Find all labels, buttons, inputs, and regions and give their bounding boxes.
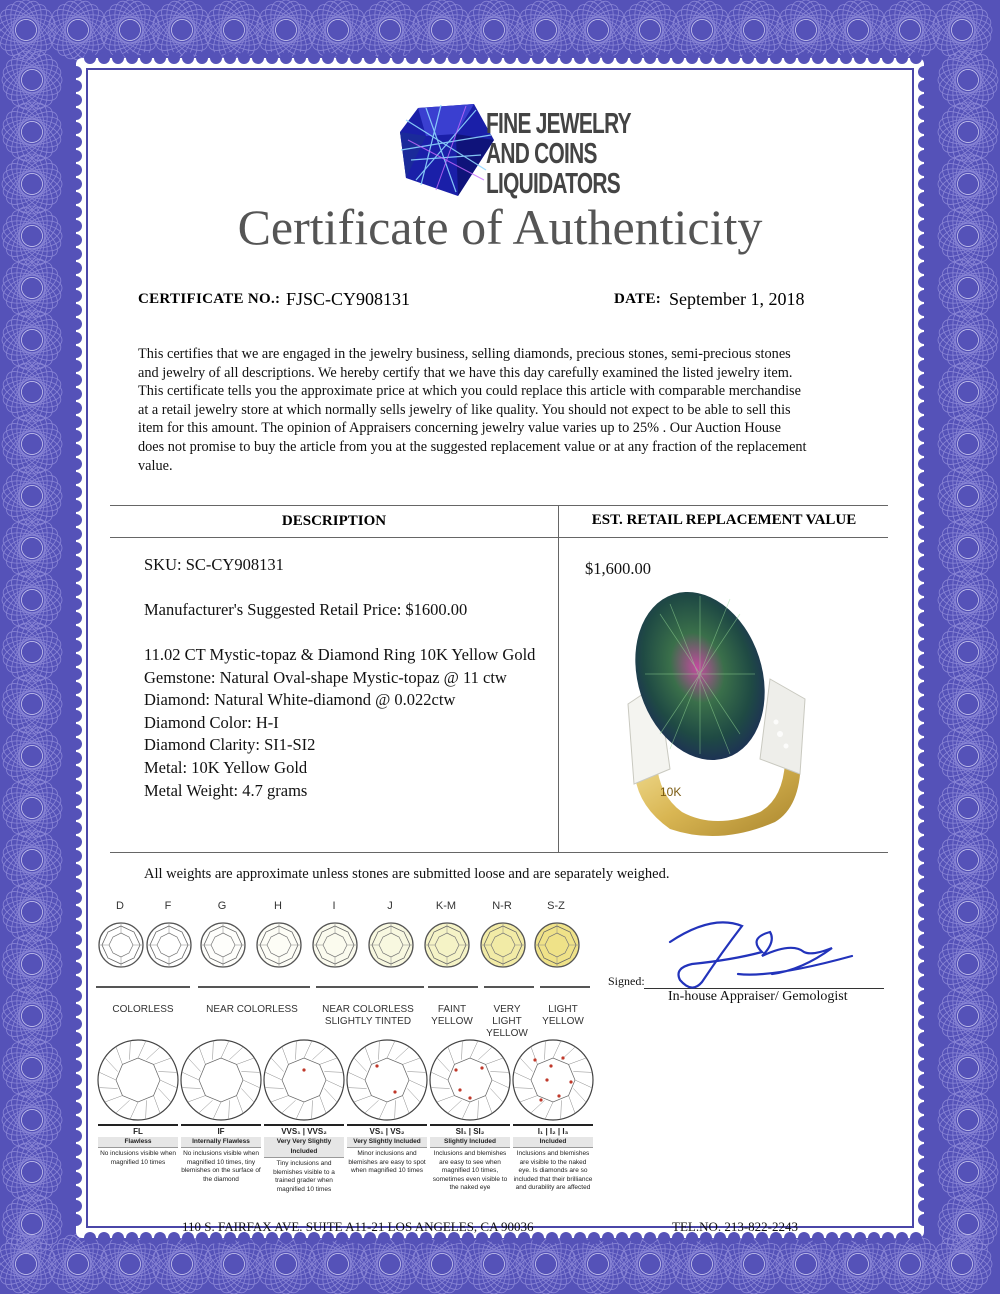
clarity-code: I₁ | I₂ | I₃	[513, 1124, 593, 1137]
certificate-title: Certificate of Authenticity	[237, 199, 763, 255]
color-group-label: FAINT YELLOW	[431, 1004, 473, 1027]
statement-line: This certificate tells you the approximate price at which you could replace this article with comparable merchandise	[138, 383, 801, 400]
color-grade-label: G	[217, 900, 227, 912]
table-bottom-rule	[110, 852, 888, 853]
clarity-grade	[98, 1124, 178, 1167]
color-grade-label: N-R	[492, 900, 512, 912]
clarity-code: VVS₁ | VVS₂	[264, 1124, 344, 1137]
replacement-value: $1,600.00	[585, 559, 651, 578]
clarity-desc: Inclusions and blemishes are easy to see when magnified 10 times, sometimes even visible to the naked eye	[432, 1150, 508, 1191]
color-group-label: COLORLESS	[112, 1004, 174, 1015]
value-header: EST. RETAIL REPLACEMENT VALUE	[591, 512, 857, 528]
clarity-grade	[513, 1124, 593, 1193]
clarity-diamond-icon	[264, 1040, 344, 1120]
statement-line: This certifies that we are engaged in the jewelry business, selling diamonds, precious stones, semi-precious stones	[138, 346, 791, 362]
detail-line: Diamond: Natural White-diamond @ 0.022ctw	[144, 690, 456, 710]
color-grade-diamond-icon	[366, 920, 416, 970]
clarity-grade	[347, 1124, 427, 1176]
clarity-name: Flawless	[98, 1137, 178, 1148]
clarity-desc: No inclusions visible when magnified 10 times, tiny blemishes on the surface of the diamond	[181, 1150, 261, 1183]
clarity-name: Slightly Included	[430, 1137, 510, 1148]
clarity-code: IF	[181, 1124, 261, 1137]
color-grade-diamond-icon	[254, 920, 304, 970]
item-details	[144, 644, 535, 802]
statement-line: and jewelry of all descriptions. We hereby certify that we have this day carefully examined the listed jewelry item.	[138, 364, 793, 381]
clarity-diamond-icon	[98, 1040, 178, 1120]
clarity-diamond-icon	[430, 1040, 510, 1120]
clarity-desc: Tiny inclusions and blemishes visible to a trained grader when magnified 10 times	[273, 1160, 335, 1193]
clarity-name: Very Slightly Included	[347, 1137, 427, 1148]
color-grade-label: F	[164, 900, 172, 912]
ring-engraving: 10K	[660, 785, 682, 799]
clarity-code: FL	[98, 1124, 178, 1137]
certificate-no-value: FJSC-CY908131	[286, 289, 411, 309]
table-column-divider	[558, 505, 559, 852]
description-header: DESCRIPTION	[281, 513, 387, 529]
clarity-code: SI₁ | SI₂	[430, 1124, 510, 1137]
color-grade-chart	[94, 898, 594, 1038]
statement-line: item for this amount. The opinion of Appraisers concerning jewelry value varies up to 25% . Our Auction House	[138, 420, 781, 437]
company-logo-gem-icon	[396, 100, 496, 200]
clarity-name: Included	[513, 1137, 593, 1148]
clarity-diamond-icon	[347, 1040, 427, 1120]
detail-line: Gemstone: Natural Oval-shape Mystic-topaz @ 11 ctw	[144, 667, 507, 687]
statement-line: at a retail jewelry store at which normally sells jewelry of like quality. You should not expect to be able to sell this	[138, 401, 791, 418]
appraiser-title: In-house Appraiser/ Gemologist	[668, 989, 848, 1004]
company-name-line3: LIQUIDATORS	[486, 168, 620, 200]
statement-line: value.	[138, 457, 173, 474]
color-grade-diamond-icon	[532, 920, 582, 970]
table-top-rule	[110, 505, 888, 506]
color-grade-label: K-M	[435, 900, 457, 912]
appraiser-signature	[652, 912, 862, 994]
footer-phone: TEL.NO. 213-822-2243	[672, 1219, 799, 1234]
color-grade-diamond-icon	[310, 920, 360, 970]
ring-product-image	[600, 584, 825, 844]
clarity-diamond-icon	[513, 1040, 593, 1120]
item-msrp: Manufacturer's Suggested Retail Price: $1600.00	[144, 600, 468, 619]
statement-line: does not promise to buy the article from you at the suggested replacement value or at any fraction of the replacement	[138, 438, 807, 455]
color-grade-label: S-Z	[547, 900, 565, 912]
color-group-label: NEAR COLORLESS	[206, 1004, 298, 1015]
color-grade-diamond-icon	[96, 920, 146, 970]
company-name-line2: AND COINS	[486, 138, 597, 170]
table-header-rule	[110, 537, 888, 538]
color-group-brackets	[96, 986, 588, 988]
clarity-desc: Minor inclusions and blemishes are easy to spot when magnified 10 times	[348, 1150, 426, 1174]
color-grade-diamond-icon	[422, 920, 472, 970]
color-grade-label: I	[332, 900, 336, 912]
clarity-name: Very Very Slightly Included	[264, 1137, 344, 1158]
company-name-line1: FINE JEWELRY	[486, 108, 631, 140]
color-group-label: VERY LIGHT YELLOW	[486, 1004, 528, 1039]
footer-address: 110 S. FAIRFAX AVE. SUITE A11-21 LOS ANGELES, CA 90036	[182, 1219, 534, 1234]
color-grade-label: D	[116, 900, 124, 912]
item-sku: SKU: SC-CY908131	[144, 555, 284, 574]
certification-statement	[138, 345, 878, 475]
date-value: September 1, 2018	[669, 289, 805, 309]
clarity-diamond-icon	[181, 1040, 261, 1120]
certificate-no-label: CERTIFICATE NO.:	[138, 291, 281, 307]
color-grade-diamond-icon	[198, 920, 248, 970]
color-grade-label: J	[387, 900, 393, 912]
color-group-label: LIGHT YELLOW	[542, 1004, 584, 1027]
clarity-desc: No inclusions visible when magnified 10 times	[100, 1150, 176, 1166]
clarity-desc: Inclusions and blemishes are visible to the naked eye. Is diamonds are so included that their brilliance and durability are affected	[513, 1150, 593, 1191]
clarity-diamonds	[96, 1034, 596, 1126]
clarity-grade	[181, 1124, 261, 1184]
clarity-name: Internally Flawless	[181, 1137, 261, 1148]
date-label: DATE:	[614, 291, 662, 307]
color-grade-diamond-icon	[144, 920, 194, 970]
color-grade-label: H	[274, 900, 282, 912]
detail-line: Metal: 10K Yellow Gold	[144, 757, 308, 777]
clarity-code: VS₁ | VS₂	[347, 1124, 427, 1137]
signed-label: Signed:	[608, 974, 645, 988]
detail-line: 11.02 CT Mystic-topaz & Diamond Ring 10K Yellow Gold	[144, 645, 536, 664]
detail-line: Metal Weight: 4.7 grams	[144, 780, 308, 800]
clarity-grade	[264, 1124, 344, 1194]
weights-note: All weights are approximate unless stones are submitted loose and are separately weighed.	[144, 866, 670, 882]
detail-line: Diamond Clarity: SI1-SI2	[144, 735, 316, 755]
color-group-label: NEAR COLORLESS SLIGHTLY TINTED	[322, 1004, 414, 1027]
clarity-grade	[430, 1124, 510, 1193]
detail-line: Diamond Color: H-I	[144, 712, 279, 732]
color-grade-diamond-icon	[478, 920, 528, 970]
